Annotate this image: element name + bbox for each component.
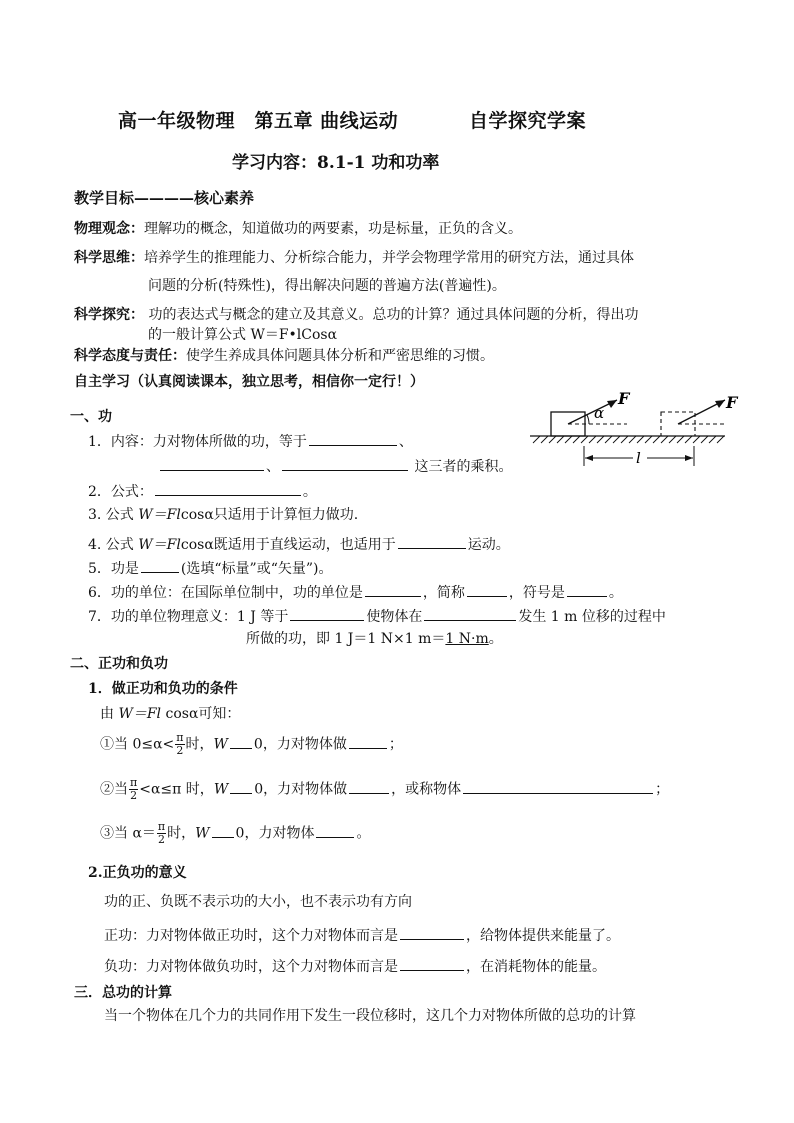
page-title (118, 106, 398, 133)
q2-blank[interactable] (155, 480, 301, 496)
c3-w: W (195, 825, 210, 842)
q6-blank-2[interactable] (467, 581, 507, 597)
disp-arrowhead-left (585, 455, 593, 461)
objective-text: 使学生养成具体问题具体分析和严密思维的习惯。 (186, 348, 494, 364)
m2-text: 正功：力对物体做正功时，这个力对物体而言是 (104, 928, 398, 944)
condition-1 (100, 732, 403, 757)
q3-formula: W＝Fl (138, 507, 181, 523)
c1-text-c: 0，力对物体做 (253, 736, 347, 753)
q1-end: 这三者的乘积。 (414, 459, 513, 475)
q7-text: 7．功的单位物理意义：1 J 等于 (88, 609, 289, 625)
c2-text-b: <α≤π 时， (139, 781, 214, 798)
c3-end: 。 (356, 825, 371, 842)
objective-text: 理解功的概念，知道做功的两要素，功是标量，正负的含义。 (144, 221, 522, 237)
q3-pre: 3. 公式 (88, 507, 139, 523)
m2-blank[interactable] (400, 924, 464, 940)
objective-label: 科学思维： (74, 250, 144, 266)
meaning-positive (104, 924, 620, 946)
q7-line1 (88, 605, 666, 627)
q3-post: cosα只适用于计算恒力做功. (180, 507, 359, 523)
q6-text-c: ，符号是 (508, 585, 565, 601)
section2-sub2: 2.正负功的意义 (88, 865, 187, 881)
c1-blank-2[interactable] (349, 733, 387, 749)
work-diagram (525, 388, 738, 468)
frac-pi-over-2: $\frac{\pi}{2}$ (157, 820, 166, 846)
q1-text: 1．内容：力对物体所做的功，等于 (88, 434, 307, 450)
frac-pi-over-2: $\frac{\pi}{2}$ (130, 776, 138, 802)
c2-text-c: 0，力对物体做 (254, 781, 348, 798)
ground-hatch (533, 436, 724, 443)
c3-text: ③当 α＝ (100, 825, 156, 842)
q1-sep: 、 (266, 459, 280, 475)
objective-text-cont: 的一般计算公式 W＝F•lCosα (148, 327, 338, 343)
objective-physics-concept (74, 219, 522, 239)
q5-blank[interactable] (141, 557, 179, 573)
frac-pi-over-2: $\frac{\pi}{2}$ (176, 731, 184, 757)
q6-blank-1[interactable] (365, 581, 421, 597)
c3-blank-1[interactable] (212, 822, 234, 838)
c1-text-b: 时， (185, 736, 214, 753)
q7-line2 (246, 629, 503, 649)
q4-end: 运动。 (467, 537, 510, 553)
section2-from (100, 704, 240, 724)
force-label-1: F (618, 389, 630, 408)
c1-w: W (213, 736, 228, 753)
section3-heading: 三．总功的计算 (74, 985, 172, 1001)
disp-label: l (636, 449, 641, 467)
q7-text-2: 所做的功，即 1 J＝1 N×1 m＝ (246, 631, 446, 647)
q2-end: 。 (302, 484, 317, 500)
section2-sub1: 1．做正功和负功的条件 (88, 681, 238, 697)
q1-sep: 、 (398, 434, 413, 450)
disp-arrowhead-right (685, 455, 693, 461)
c1-blank-1[interactable] (230, 733, 252, 749)
page-subtitle: 学习内容：8.1-1 功和功率 (232, 153, 440, 173)
q5-line (88, 557, 332, 579)
c2-blank-1[interactable] (230, 778, 252, 794)
q2-line (88, 480, 317, 502)
q1-blank-3[interactable] (282, 455, 408, 471)
q4-line (88, 533, 510, 555)
c3-blank-2[interactable] (316, 822, 354, 838)
m3-end: ，在消耗物体的能量。 (466, 959, 606, 975)
from-end: cosα可知： (161, 706, 241, 722)
self-study-heading: 自主学习（认真阅读课本，独立思考，相信你一定行！） (74, 374, 424, 390)
objective-text: 功的表达式与概念的建立及其意义。总功的计算？通过具体问题的分析，得出功 (144, 307, 639, 323)
m3-text: 负功：力对物体做负功时，这个力对物体而言是 (104, 959, 398, 975)
q6-text: 6．功的单位：在国际单位制中，功的单位是 (88, 585, 363, 601)
page-title-right: 自学探究学案 (469, 110, 587, 132)
meaning-negative (104, 955, 606, 977)
c2-end: ； (655, 781, 670, 798)
q3-line (88, 505, 358, 525)
q6-line (88, 581, 623, 603)
c2-text: ②当 (100, 781, 128, 798)
objectives-heading: 教学目标————核心素养 (74, 189, 255, 207)
meaning-1: 功的正、负既不表示功的大小，也不表示功有方向 (104, 894, 412, 910)
c2-blank-2[interactable] (349, 778, 389, 794)
q1-blank-1[interactable] (309, 430, 397, 446)
c3-text-b: 时， (167, 825, 196, 842)
c2-blank-3[interactable] (463, 778, 653, 794)
q7-blank-2[interactable] (424, 605, 516, 621)
objective-science-thinking (74, 248, 634, 268)
objective-label: 物理观念： (74, 221, 144, 237)
m2-end: ，给物体提供来能量了。 (466, 928, 620, 944)
q7-blank-1[interactable] (290, 605, 364, 621)
section3-paragraph: 当一个物体在几个力的共同作用下发生一段位移时，这几个力对物体所做的总功的计算 (104, 1008, 636, 1024)
q1-line2 (158, 455, 512, 477)
condition-3 (100, 821, 370, 846)
c2-w: W (213, 781, 229, 798)
q7-unit: 1 N·m (445, 631, 489, 647)
q7-text-c: 发生 1 m 位移的过程中 (518, 609, 666, 625)
q4-post: cosα既适用于直线运动，也适用于 (180, 537, 396, 553)
force-label-2: F (726, 393, 738, 412)
objective-label: 科学态度与责任： (74, 348, 186, 364)
from-formula: W＝Fl (118, 706, 162, 722)
page-title-left: 高一年级物理 第五章 曲线运动 (118, 110, 399, 132)
q6-text-b: ，简称 (422, 585, 465, 601)
q5-text: 5．功是 (88, 561, 139, 577)
condition-2 (100, 777, 669, 802)
c1-text: ①当 0≤α< (100, 736, 175, 753)
q4-blank[interactable] (398, 533, 466, 549)
c2-text-d: ，或称物体 (391, 781, 462, 798)
c3-text-c: 0，力对物体 (235, 825, 315, 842)
objective-attitude (74, 346, 494, 366)
section2-heading: 二、正功和负功 (70, 656, 168, 672)
from-text: 由 (100, 706, 119, 722)
q6-blank-3[interactable] (567, 581, 607, 597)
q1-blank-2[interactable] (160, 455, 264, 471)
objective-science-inquiry (74, 305, 638, 325)
q4-formula: W＝Fl (138, 537, 181, 553)
q7-end: 。 (488, 631, 503, 647)
q2-text: 2．公式： (88, 484, 153, 500)
section1-heading: 一、功 (70, 409, 112, 425)
q5-end: (选填“标量”或“矢量”)。 (180, 561, 333, 577)
objective-label: 科学探究： (74, 307, 144, 323)
c1-end: ； (388, 736, 403, 753)
q7-text-b: 使物体在 (366, 609, 423, 625)
objective-text: 培养学生的推理能力、分析综合能力，并学会物理学常用的研究方法，通过具体 (144, 250, 634, 266)
q1-line1 (88, 430, 413, 452)
objective-text-cont: 问题的分析(特殊性)，得出解决问题的普遍方法(普遍性)。 (148, 278, 506, 294)
angle-label: α (594, 404, 605, 422)
q4-pre: 4. 公式 (88, 537, 139, 553)
m3-blank[interactable] (400, 955, 464, 971)
angle-arc (587, 415, 589, 424)
q6-end: 。 (608, 585, 623, 601)
